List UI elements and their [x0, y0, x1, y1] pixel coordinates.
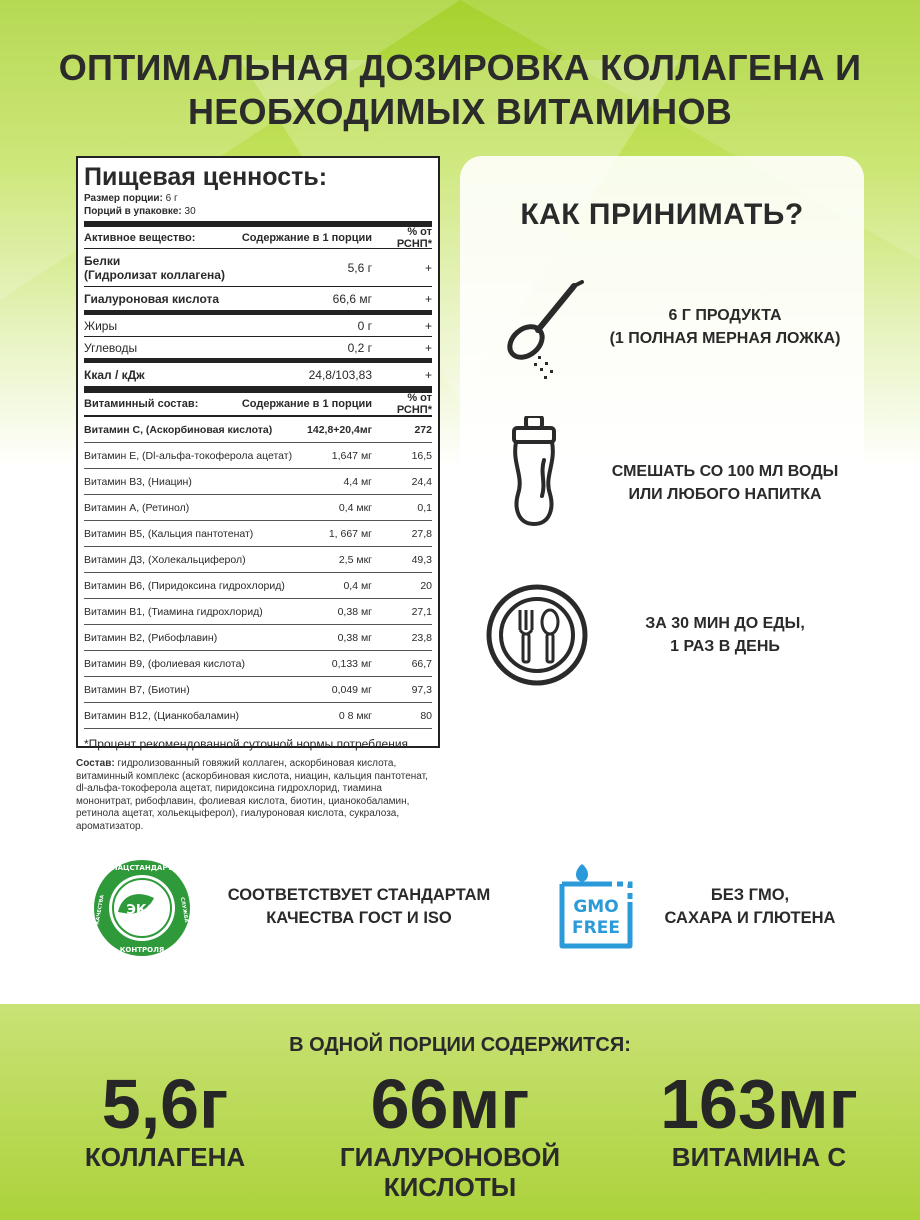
seal-top-text: НАЦСТАНДАРТ: [111, 864, 173, 872]
stat-value: 5,6г: [101, 1065, 229, 1143]
vitamin-pct: 23,8: [411, 631, 432, 644]
how-to-take-panel: [460, 156, 864, 734]
shaker-bottle-icon: [482, 416, 592, 526]
vitamin-name: Витамин В6, (Пиридоксина гидрохлорид): [84, 579, 285, 592]
vitamin-value: 0,38 мг: [337, 605, 372, 618]
seal-center-text: ЭКО: [126, 903, 158, 918]
vitamin-row: [84, 651, 432, 677]
vitamin-row: [84, 469, 432, 495]
vitamin-row: [84, 599, 432, 625]
stat-label: ГИАЛУРОНОВОЙ КИСЛОТЫ: [339, 1142, 561, 1202]
active-header-row: [84, 227, 432, 249]
portion-title: В ОДНОЙ ПОРЦИИ СОДЕРЖИТСЯ:: [289, 1034, 631, 1056]
vitamin-name: Витамин Е, (Dl-альфа-токоферола ацетат): [84, 449, 293, 462]
vitamin-row: [84, 573, 432, 599]
stat-value: 66мг: [370, 1065, 530, 1143]
stat-vitamin-c: [614, 1066, 904, 1172]
table-row: [84, 315, 432, 337]
vitamin-row: [84, 521, 432, 547]
vitamin-value: 0,4 мкг: [338, 501, 372, 514]
stat-label: КОЛЛАГЕНА: [84, 1142, 246, 1172]
stat-hyaluronic: [300, 1066, 600, 1202]
nutrition-table: [76, 156, 440, 751]
header-cell: Активное вещество:: [84, 231, 196, 244]
vitamin-name: Витамин А, (Ретинол): [84, 501, 190, 514]
seal-right-text: СЛУЖБА: [178, 896, 190, 923]
vitamin-value: 0,38 мг: [337, 631, 372, 644]
row-value: 5,6 г: [347, 260, 372, 275]
vitamin-name: Витамин Д3, (Холекальциферол): [84, 553, 246, 566]
nutrition-title: Пищевая ценность:: [84, 163, 328, 191]
page-headline: ОПТИМАЛЬНАЯ ДОЗИРОВКА КОЛЛАГЕНА И НЕОБХОДИМЫХ ВИТАМИНОВ: [58, 47, 862, 132]
step-text: 6 Г ПРОДУКТА (1 ПОЛНАЯ МЕРНАЯ ЛОЖКА): [609, 307, 841, 347]
header-cell: % от РСНП*: [396, 392, 432, 416]
plate-fork-spoon-icon: [482, 580, 592, 690]
vitamin-row: [84, 495, 432, 521]
vitamin-value: 1,647 мг: [331, 449, 372, 462]
vitamin-value: 0,049 мг: [331, 683, 372, 696]
vitamin-row: [84, 547, 432, 573]
composition-text: гидролизованный говяжий коллаген, аскорбиновая кислота, витаминный комплекс (аскорбиновая кислота, ниацин, кальция пантотенат, dl-альфа-токоферола ацетат, пиридоксина гидрохлорид, тиамина мононитрат, рибофлавин, фолиевая кислота, биотин, цианокобаламин, ретинола ацетат, хольекцыферол), гиалуроновая кислота, сукралоза, ароматизатор.: [76, 758, 428, 832]
row-value: 66,6 мг: [332, 291, 372, 306]
table-row: [84, 363, 432, 387]
vitamin-pct: 24,4: [411, 475, 432, 488]
vitamin-pct: 16,5: [411, 449, 432, 462]
row-pct: +: [424, 260, 432, 275]
vitamin-value: 2,5 мкг: [338, 553, 372, 566]
servings-value: 30: [184, 206, 196, 217]
serving-size-label: Размер порции:: [84, 193, 163, 204]
servings-label: Порций в упаковке:: [84, 206, 182, 217]
vitamin-pct: 27,1: [411, 605, 432, 618]
header-cell: Содержание в 1 порции: [241, 231, 372, 244]
vitamin-value: 4,4 мг: [343, 475, 372, 488]
vitamin-name: Витамин В12, (Цианкобаламин): [84, 709, 239, 722]
vitamin-name: Витамин В9, (фолиевая кислота): [84, 657, 245, 670]
vitamin-row: [84, 443, 432, 469]
vitamin-row: [84, 677, 432, 703]
vitamin-value: 0,4 мг: [343, 579, 372, 592]
serving-size: [84, 192, 432, 205]
spoon-icon: [482, 274, 592, 384]
row-name: Жиры: [84, 318, 118, 333]
eco-seal-icon: [92, 858, 192, 958]
composition-label: Состав:: [76, 758, 115, 769]
row-value: 0,2 г: [347, 340, 372, 355]
vitamin-name: Витамин В1, (Тиамина гидрохлорид): [84, 605, 263, 618]
vitamin-value: 142,8+20,4мг: [307, 423, 372, 436]
vitamin-pct: 272: [414, 423, 432, 436]
vitamin-pct: 20: [420, 579, 432, 592]
table-row: [84, 337, 432, 359]
vitamin-row: [84, 703, 432, 729]
vitamin-name: Витамин С, (Аскорбиновая кислота): [84, 423, 273, 436]
stat-value: 163мг: [660, 1065, 858, 1143]
stat-label: ВИТАМИНА С: [671, 1142, 847, 1172]
gmo-line2: FREE: [572, 918, 620, 938]
row-name: Ккал / кДж: [84, 367, 145, 382]
stat-collagen: [40, 1066, 290, 1172]
gmo-line1: GMO: [573, 897, 619, 917]
vitamin-value: 0,133 мг: [331, 657, 372, 670]
vitamin-rows: [84, 417, 432, 729]
composition: [76, 758, 436, 833]
step-text: СМЕШАТЬ СО 100 МЛ ВОДЫ ИЛИ ЛЮБОГО НАПИТКА: [611, 463, 839, 503]
row-value: 24,8/103,83: [308, 367, 372, 382]
vitamin-value: 1, 667 мг: [328, 527, 372, 540]
table-row: [84, 249, 432, 287]
vitamin-pct: 27,8: [411, 527, 432, 540]
table-row: [84, 287, 432, 311]
row-name: Углеводы: [84, 340, 138, 355]
vitamin-pct: 66,7: [411, 657, 432, 670]
row-pct: +: [424, 318, 432, 333]
header-cell: Витаминный состав:: [84, 398, 199, 410]
row-pct: +: [424, 367, 432, 382]
vitamin-value: 0 8 мкг: [338, 709, 372, 722]
vitamin-pct: 97,3: [411, 683, 432, 696]
step-text: ЗА 30 МИН ДО ЕДЫ, 1 РАЗ В ДЕНЬ: [645, 615, 805, 655]
seal-left-text: КАЧЕСТВА: [94, 894, 106, 926]
header-cell: Содержание в 1 порции: [241, 398, 372, 410]
servings-per-pack: [84, 205, 432, 218]
row-value: 0 г: [357, 318, 372, 333]
vitamin-name: Витамин В3, (Ниацин): [84, 475, 192, 488]
footnote: *Процент рекомендованной суточной нормы потребления.: [84, 737, 412, 751]
vitamin-name: Витамин В5, (Кальция пантотенат): [84, 527, 254, 540]
vitamin-pct: 0,1: [417, 501, 432, 514]
vitamin-row: [84, 417, 432, 443]
eco-badge-text: СООТВЕТСТВУЕТ СТАНДАРТАМ КАЧЕСТВА ГОСТ И ISO: [227, 886, 491, 927]
vitamin-name: Витамин В2, (Рибофлавин): [84, 631, 218, 644]
vitamin-name: Витамин В7, (Биотин): [84, 683, 190, 696]
header-cell: % от РСНП*: [396, 225, 432, 250]
gmo-badge-text: БЕЗ ГМО, САХАРА И ГЛЮТЕНА: [664, 886, 836, 927]
row-pct: +: [424, 291, 432, 306]
row-name: Гиалуроновая кислота: [84, 291, 220, 306]
serving-size-value: 6 г: [165, 193, 178, 204]
gmo-free-icon: [552, 862, 638, 952]
how-to-take-title: КАК ПРИНИМАТЬ?: [520, 198, 804, 231]
vitamin-row: [84, 625, 432, 651]
seal-bottom-text: КОНТРОЛЯ: [119, 946, 165, 954]
vitamin-pct: 49,3: [411, 553, 432, 566]
vitamin-header-row: [84, 393, 432, 417]
row-name: Белки (Гидролизат коллагена): [84, 253, 225, 282]
row-pct: +: [424, 340, 432, 355]
vitamin-pct: 80: [420, 709, 432, 722]
